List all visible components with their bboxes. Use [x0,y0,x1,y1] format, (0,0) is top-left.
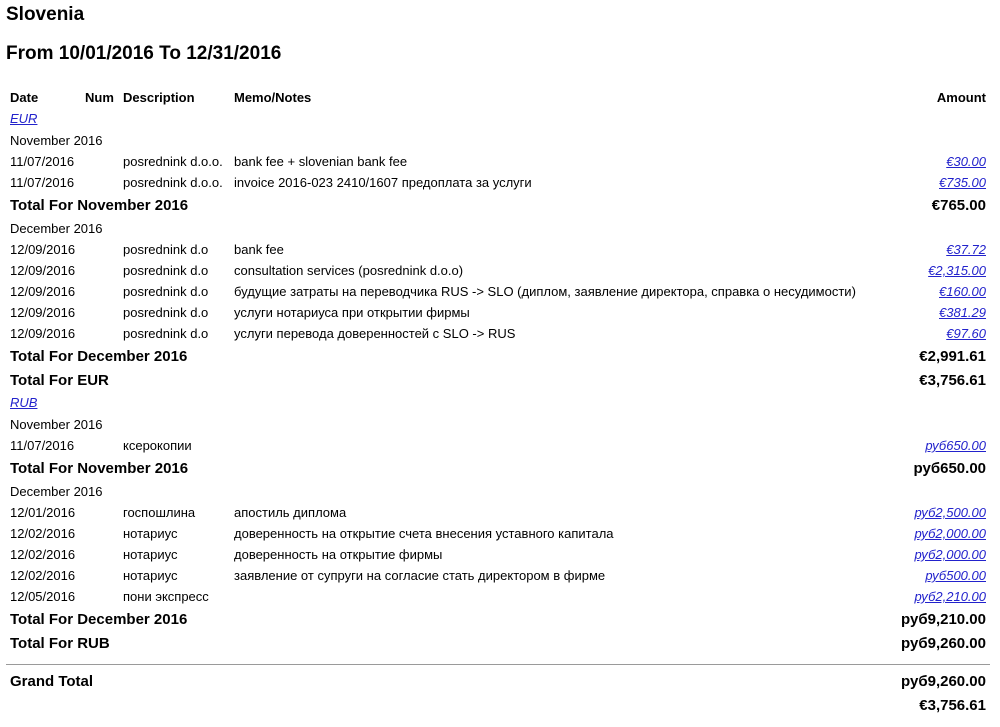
subtotal-row [6,193,990,217]
row-amount-link[interactable]: руб2,000.00 [914,547,986,562]
table-row [6,239,990,260]
report-period: From 10/01/2016 To 12/31/2016 [6,43,282,64]
subtotal-label: Total For November 2016 [10,196,189,214]
row-num [81,281,119,302]
currency-total-amount: €3,756.61 [919,371,986,389]
row-num [81,151,119,172]
row-memo: услуги нотариуса при открытии фирмы [234,305,470,320]
column-header-row [6,86,990,108]
table-row [6,586,990,607]
row-amount-link[interactable]: руб500.00 [925,568,986,583]
row-date: 11/07/2016 [10,438,75,453]
row-description: posrednink d.o [123,284,209,299]
row-date: 12/09/2016 [10,284,76,299]
row-memo: bank fee + slovenian bank fee [234,154,408,169]
row-description: ксерокопии [123,438,192,453]
row-amount-link[interactable]: руб2,000.00 [914,526,986,541]
currency-total-row [6,368,990,392]
grand-total-row-eur [6,693,990,717]
row-date: 12/09/2016 [10,326,76,341]
subtotal-amount: €765.00 [931,196,986,214]
table-row [6,435,990,456]
row-description: нотариус [123,547,178,562]
row-amount-link[interactable]: €37.72 [946,242,986,257]
row-num [81,544,119,565]
report-title: Slovenia [6,4,85,25]
row-memo: услуги перевода доверенностей с SLO -> RUS [234,326,516,341]
currency-link-rub[interactable]: RUB [10,395,38,410]
column-header-description: Description [123,89,195,105]
row-num [81,435,119,456]
row-num [81,323,119,344]
row-memo: consultation services (posrednink d.o.o) [234,263,464,278]
row-memo: заявление от супруги на согласие стать директором в фирме [234,568,606,583]
currency-total-amount: руб9,260.00 [901,634,986,652]
month-label: December 2016 [10,483,103,499]
row-amount-link[interactable]: €30.00 [946,154,986,169]
row-amount-link[interactable]: €2,315.00 [928,263,986,278]
row-description: posrednink d.o [123,242,209,257]
row-date: 12/09/2016 [10,263,76,278]
row-description: госпошлина [123,505,196,520]
row-date: 11/07/2016 [10,175,75,190]
table-row [6,172,990,193]
row-num [81,523,119,544]
table-row [6,565,990,586]
table-row [6,502,990,523]
subtotal-amount: €2,991.61 [919,347,986,365]
row-num [81,172,119,193]
row-description: posrednink d.o [123,326,209,341]
row-memo: invoice 2016-023 2410/1607 предоплата за услуги [234,175,532,190]
month-header [6,217,990,239]
grand-total-divider [6,664,990,665]
transactions-report-table [6,86,990,717]
row-memo: доверенность на открытие фирмы [234,547,443,562]
column-header-amount: Amount [936,89,986,105]
row-num [81,260,119,281]
table-row [6,544,990,565]
row-memo: будущие затраты на переводчика RUS -> SLO (диплом, заявление директора, справка о несудимости) [234,284,856,299]
subtotal-label: Total For December 2016 [10,610,188,628]
table-row [6,260,990,281]
subtotal-amount: руб9,210.00 [901,610,986,628]
currency-total-label: Total For RUB [10,634,110,652]
month-label: November 2016 [10,416,103,432]
column-header-date: Date [10,89,39,105]
row-description: posrednink d.o [123,263,209,278]
row-date: 12/01/2016 [10,505,76,520]
row-date: 12/02/2016 [10,547,76,562]
row-num [81,565,119,586]
month-label: December 2016 [10,220,103,236]
row-memo: доверенность на открытие счета внесения уставного капитала [234,526,614,541]
column-header-memo: Memo/Notes [234,89,312,105]
currency-group-eur [6,108,990,129]
month-header [6,480,990,502]
table-row [6,281,990,302]
row-description: posrednink d.o.o. [123,154,223,169]
subtotal-row [6,344,990,368]
row-memo [230,586,880,607]
row-date: 12/09/2016 [10,305,76,320]
row-amount-link[interactable]: €160.00 [939,284,986,299]
row-description: posrednink d.o [123,305,209,320]
currency-link-eur[interactable]: EUR [10,111,38,126]
row-description: нотариус [123,526,178,541]
row-amount-link[interactable]: €735.00 [939,175,986,190]
row-date: 12/02/2016 [10,568,76,583]
subtotal-row [6,607,990,631]
table-row [6,523,990,544]
table-row [6,323,990,344]
subtotal-label: Total For November 2016 [10,459,189,477]
row-memo: апостиль диплома [234,505,347,520]
month-header [6,129,990,151]
grand-total-row [6,669,990,693]
column-header-num: Num [85,89,114,105]
month-label: November 2016 [10,132,103,148]
grand-total-label: Grand Total [10,672,94,690]
row-date: 12/02/2016 [10,526,76,541]
table-row [6,151,990,172]
row-description: posrednink d.o.o. [123,175,223,190]
row-amount-link[interactable]: €381.29 [939,305,986,320]
row-amount-link[interactable]: руб650.00 [925,438,986,453]
currency-group-rub [6,392,990,413]
row-memo: bank fee [234,242,284,257]
row-description: пони экспресс [123,589,209,604]
row-date: 11/07/2016 [10,154,75,169]
currency-total-label: Total For EUR [10,371,109,389]
month-header [6,413,990,435]
row-num [81,239,119,260]
table-row [6,302,990,323]
subtotal-amount: руб650.00 [913,459,986,477]
grand-total-separator-row [6,655,990,669]
row-memo [230,435,880,456]
row-num [81,302,119,323]
subtotal-label: Total For December 2016 [10,347,188,365]
row-amount-link[interactable]: руб2,500.00 [914,505,986,520]
row-num [81,586,119,607]
row-date: 12/09/2016 [10,242,76,257]
row-description: нотариус [123,568,178,583]
row-num [81,502,119,523]
row-amount-link[interactable]: руб2,210.00 [914,589,986,604]
row-date: 12/05/2016 [10,589,76,604]
subtotal-row [6,456,990,480]
grand-total-amount-rub: руб9,260.00 [901,672,986,690]
currency-total-row [6,631,990,655]
row-amount-link[interactable]: €97.60 [946,326,986,341]
grand-total-amount-eur: €3,756.61 [919,696,986,714]
